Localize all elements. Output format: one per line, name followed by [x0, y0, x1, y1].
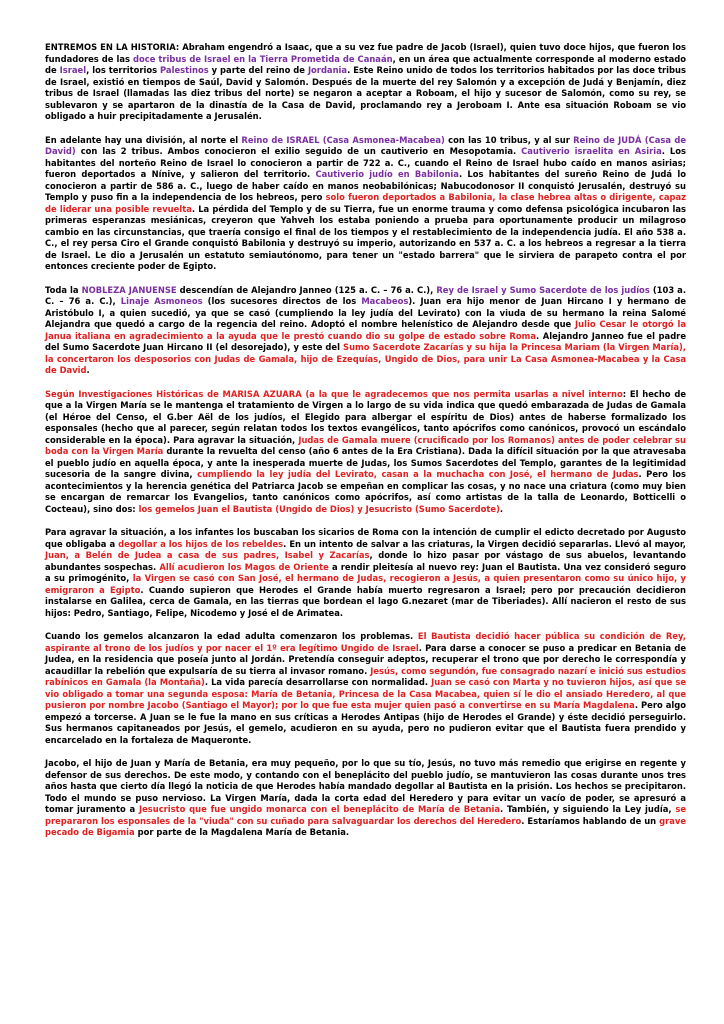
highlighted-text-run: cumpliendo la ley judía del Levirato, casan a la muchacha con José, el hermano de Judas — [197, 469, 639, 479]
text-run: y parte del reino de — [208, 65, 308, 75]
text-run: . Los habitantes del sureño Reino de Judá lo conocieron a partir de 586 a. C., luego de haber caído en manos neobabilónicas; Nabucodonosor II conquistó Jerusalén, destruyó su Templo y puso fin a la independencia de los hebreos, pero — [45, 169, 686, 202]
highlighted-text-run: Juan, a Belén de Judea a casa de sus padres, Isabel y Zacarías — [45, 550, 370, 560]
text-run: : El hecho de que a la Virgen María se le mantenga el tratamiento de Virgen a lo largo de su vida indica que quedó embarazada de Judas de Gamala (el Héroe del Censo, el G.ber Aël de los judíos, el Elegido para albergar el espíritu de Dios) antes de haberse formalizado los esponsales (hecho que al parecer, según relatan todos los textos evangélicos, tanto apócrifos como canónicos, provocó un escándalo considerable en la época). Para agravar la situación, — [45, 388, 686, 445]
highlighted-text-run: Según Investigaciones Históricas de MARISA AZUARA (a la que le agradecemos que nos permita usarlas a nivel interno — [45, 388, 623, 399]
document-body — [45, 42, 686, 839]
paragraph — [45, 758, 686, 839]
text-run: , donde lo hizo pasar por vástago de sus abuelos, levantando abundantes sospechas. — [45, 550, 686, 572]
text-run: Jacobo, el hijo de Juan y María de Betania, era muy pequeño, por lo que su tío, Jesús, no tuvo más remedio que erigirse en regente y defensor de sus derechos. De este modo, y contando con el beneplácito del pueblo judío, se mantuvieron las cosas durante unos tres años hasta que cierto día llegó la noticia de que Herodes había mandado degollar al Bautista en la prisión. Los hechos se precipitaron. Todo el mundo se puso nervioso. La Virgen María, dada la corta edad del Heredero y para evitar un vacío de poder, se apresuró a tomar juramento a — [45, 758, 686, 814]
text-run: . — [86, 365, 90, 375]
paragraph — [45, 285, 686, 377]
text-run: ENTREMOS EN LA HISTORIA: Abraham engendró a Isaac, que a su vez fue padre de Jacob (Israel), quien tuvo doce hijos, que fueron los fundadores de las — [45, 42, 686, 64]
highlighted-text-run: doce tribus de Israel en la Tierra Prometida de Canaán — [133, 53, 393, 64]
highlighted-text-run: Rey de Israel y Sumo Sacerdote de los judíos — [436, 284, 650, 295]
highlighted-text-run: Macabeos — [361, 296, 409, 306]
text-run: durante la revuelta del censo (año 6 antes de la Era Cristiana). Dada la difícil situación por la que atravesaba el pueblo judío en aquella época, y ante la inesperada muerte de Judas, los Sumos Sacerdotes del Templo, garantes de la legitimidad sucesoria de la sangre divina, — [45, 446, 686, 479]
text-run: . También, y siguiendo la Ley judía, — [500, 804, 676, 814]
highlighted-text-run: Jesucristo que fue ungido monarca con el beneplácito de María de Betania — [138, 804, 501, 814]
highlighted-text-run: El Bautista decidió hacer pública su condición de Rey, aspirante al trono de los judíos y por nacer el 1º era legítimo Ungido de Israel — [45, 631, 686, 653]
text-run: . La pérdida del Templo y de su Tierra, fue un enorme trauma y como defensa psicológica incubaron las primeras esperanzas mesiánicas, creyeron que Yahveh los estaba poniendo a prueba para oportunamente producir un milagroso cambio en las circunstancias, que traería consigo el final de los tiempos y el restablecimiento de la independencia judía. El año 538 a. C., el rey persa Ciro el Grande conquistó Babilonia y destruyó su imperio, autorizando en 537 a. C. a los hebreos a regresar a la tierra de Israel. Le dio a Jerusalén un estatuto semiautónomo, para tener un "estado barrera" que le sirviera de parapeto contra el por entonces creciente poder de Egipto. — [45, 203, 686, 271]
highlighted-text-run: Sumo Sacerdote Zacarías y su hija la Princesa Mariam (la Virgen María), la concertaron los desposorios con Judas de Gamala, hijo de Ezequías, Ungido de Dios, para unir La Casa Asmonea-Macabea y la Casa de David — [45, 342, 686, 375]
highlighted-text-run: Allí acudieron los Magos de Oriente — [159, 561, 329, 572]
paragraph — [45, 389, 686, 516]
highlighted-text-run: Israel — [59, 65, 87, 75]
highlighted-text-run: degollar a los hijos de los rebeldes — [118, 538, 284, 549]
text-run: a rendir pleitesía al nuevo rey: Juan el Bautista. Una vez consideró seguro a su primogénito, — [45, 561, 687, 583]
text-run: , los territorios — [86, 65, 161, 75]
text-run: descendían de Alejandro Janneo (125 a. C. – 76 a. C.), — [176, 284, 437, 295]
highlighted-text-run: NOBLEZA JANUENSE — [81, 284, 177, 295]
highlighted-text-run: Reino de ISRAEL (Casa Asmonea-Macabea) — [241, 134, 445, 145]
text-run: . Alejandro Janneo fue el padre del Sumo Sacerdote Juan Hircano II (el desorejado), y este del — [45, 330, 686, 352]
text-run: . Estaríamos hablando de un — [521, 815, 660, 826]
text-run: . Este Reino unido de todos los territorios habitados por las doce tribus de Israel, existió en tiempos de Saúl, David y Salomón. Después de la muerte del rey Salomón y a excepción de Judá y Benjamín, diez tribus de Israel (llamadas las diez tribus del norte) se negaron a aceptar a Roboam, el hijo y sucesor de Salomón, como su rey, se sublevaron y se apartaron de la dinastía de la Casa de David, proclamando rey a Jeroboam I. Ante esa situación Roboam se vio obligado a huir precipitadamente a Jerusalén. — [45, 65, 686, 121]
text-run: ). Juan era hijo menor de Juan Hircano I y hermano de Aristóbulo I, a quien sucedió, ya que se casó (cumpliendo la ley judía del Levirato) con la viuda de su hermano la reina Salomé Alejandra que quedó a cargo de la regencia del reino. Adoptó el nombre helenístico de Alejandro desde que — [45, 296, 686, 329]
highlighted-text-run: Palestinos — [160, 65, 209, 75]
highlighted-text-run: Jordania — [307, 65, 348, 75]
text-run: Para agravar la situación, a los infantes los buscaban los sicarios de Roma con la intención de cumplir el edicto decretado por Augusto que obligaba a — [45, 527, 686, 549]
text-run: (103 a. C. – 76 a. C.), — [45, 284, 687, 306]
text-run: con las 10 tribus, y al sur — [444, 134, 574, 145]
paragraph — [45, 42, 686, 123]
highlighted-text-run: la Virgen se casó con San José, el hermano de Judas, recogieron a Jesús, a quien presentaron como su único hijo, y emigraron a Egipto — [45, 573, 686, 595]
text-run: por parte de la Magdalena María de Betania. — [134, 827, 350, 837]
highlighted-text-run: los gemelos Juan el Bautista (Ungido de Dios) y Jesucristo (Sumo Sacerdote) — [138, 503, 500, 514]
highlighted-text-run: Juan se casó con Marta y no tuvieron hijos, así que se vio obligado a tomar una segunda esposa: María de Betania, Princesa de la Casa Macabea, quien sí le dio el ansiado Heredero, al que pusieron por nombre Jacobo (Santiago el Mayor); por lo que fue esta mujer quien pasó a convertirse en su María Magdalena — [45, 677, 687, 710]
text-run: (los sucesores directos de los — [202, 296, 362, 306]
highlighted-text-run: Cautiverio judío en Babilonia — [315, 169, 459, 179]
text-run: . Los habitantes del norteño Reino de Israel lo conocieron a partir de 722 a. C., cuando el Reino de Israel hubo caído en manos asirias; fueron deportados a Nínive, y salieron del territorio. — [45, 146, 686, 179]
text-run: Toda la — [45, 284, 82, 295]
text-run: , en un área que actualmente corresponde al moderno estado de — [45, 53, 686, 75]
text-run: . La vida parecía desarrollarse con normalidad. — [204, 677, 432, 687]
text-run: con las 2 tribus. Ambos conocieron el exilio seguido de un cautiverio en Mesopotamia. — [75, 146, 522, 156]
text-run: . Cuando supieron que Herodes el Grande había muerto regresaron a Israel; pero por precaución decidieron instalarse en Galilea, cerca de Gamala, en las tierras que bordean el lago G.nezaret (mar de Tiberiades). Allí nacieron el resto de sus hijos: Pedro, Santiago, Felipe, Nicodemo y José el de Arimatea. — [45, 584, 686, 618]
highlighted-text-run: se prepararon los esponsales de la "viuda" con su cuñado para salvaguardar los derechos del Heredero — [45, 804, 687, 826]
text-run: Cuando los gemelos alcanzaron la edad adulta comenzaron los problemas. — [45, 631, 418, 641]
highlighted-text-run: grave pecado de Bigamia — [45, 815, 687, 837]
text-run: . — [499, 503, 504, 514]
highlighted-text-run: Judas de Gamala muere (crucificado por los Romanos) antes de poder celebrar su boda con la Virgen María — [45, 434, 686, 456]
highlighted-text-run: Linaje Asmoneos — [120, 296, 203, 306]
text-run: En adelante hay una división, al norte el — [45, 134, 242, 145]
text-run: . Pero algo empezó a torcerse. A Juan se le fue la mano en sus críticas a Herodes Antipas (hijo de Herodes el Grande) y éste decidió perseguirlo. Sus hermanos capitaneados por Jesús, el gemelo, acudieron en su ayuda, pero no pudieron evitar que el Bautista fuera prendido y encarcelado en la fortaleza de Maqueronte. — [45, 700, 686, 745]
highlighted-text-run: Cautiverio israelita en Asiria — [521, 146, 662, 156]
highlighted-text-run: Jesús, como segundón, fue consagrado nazarí e inició sus estudios rabínicos en Gamala (la Montaña) — [45, 665, 686, 687]
paragraph — [45, 135, 686, 273]
paragraph — [45, 631, 686, 746]
text-run: . Para darse a conocer se puso a predicar en Betania de Judea, en la residencia que poseía junto al Jordán. Pretendía conseguir adeptos, recuperar el trono que por derecho le correspondía y acaudillar la rebelión que expulsaría de su tierra al invasor romano. — [45, 642, 687, 676]
highlighted-text-run: Julio Cesar le otorgó la Janua italiana en agradecimiento a la ayuda que le prestó cuando dio su golpe de estado sobre Roma — [45, 319, 686, 341]
highlighted-text-run: solo fueron deportados a Babilonia, la clase hebrea altas o dirigente, capaz de liderar una posible revuelta — [45, 192, 686, 214]
highlighted-text-run: Reino de JUDÁ (Casa de David) — [45, 134, 686, 156]
paragraph — [45, 527, 686, 619]
text-run: . En un intento de salvar a las criaturas, la Virgen decidió separarlas. Llevó al mayor, — [283, 538, 686, 549]
text-run: . Pero los acontecimientos y la herencia genética del Patriarca Jacob se empeñan en complicar las cosas, y no nace una criatura (como muy bien se encargan de remarcar los Evangelios, tanto canónicos como apócrifos, así como artistas de la talla de Leonardo, Botticelli o Cocteau), sino dos: — [45, 469, 686, 514]
